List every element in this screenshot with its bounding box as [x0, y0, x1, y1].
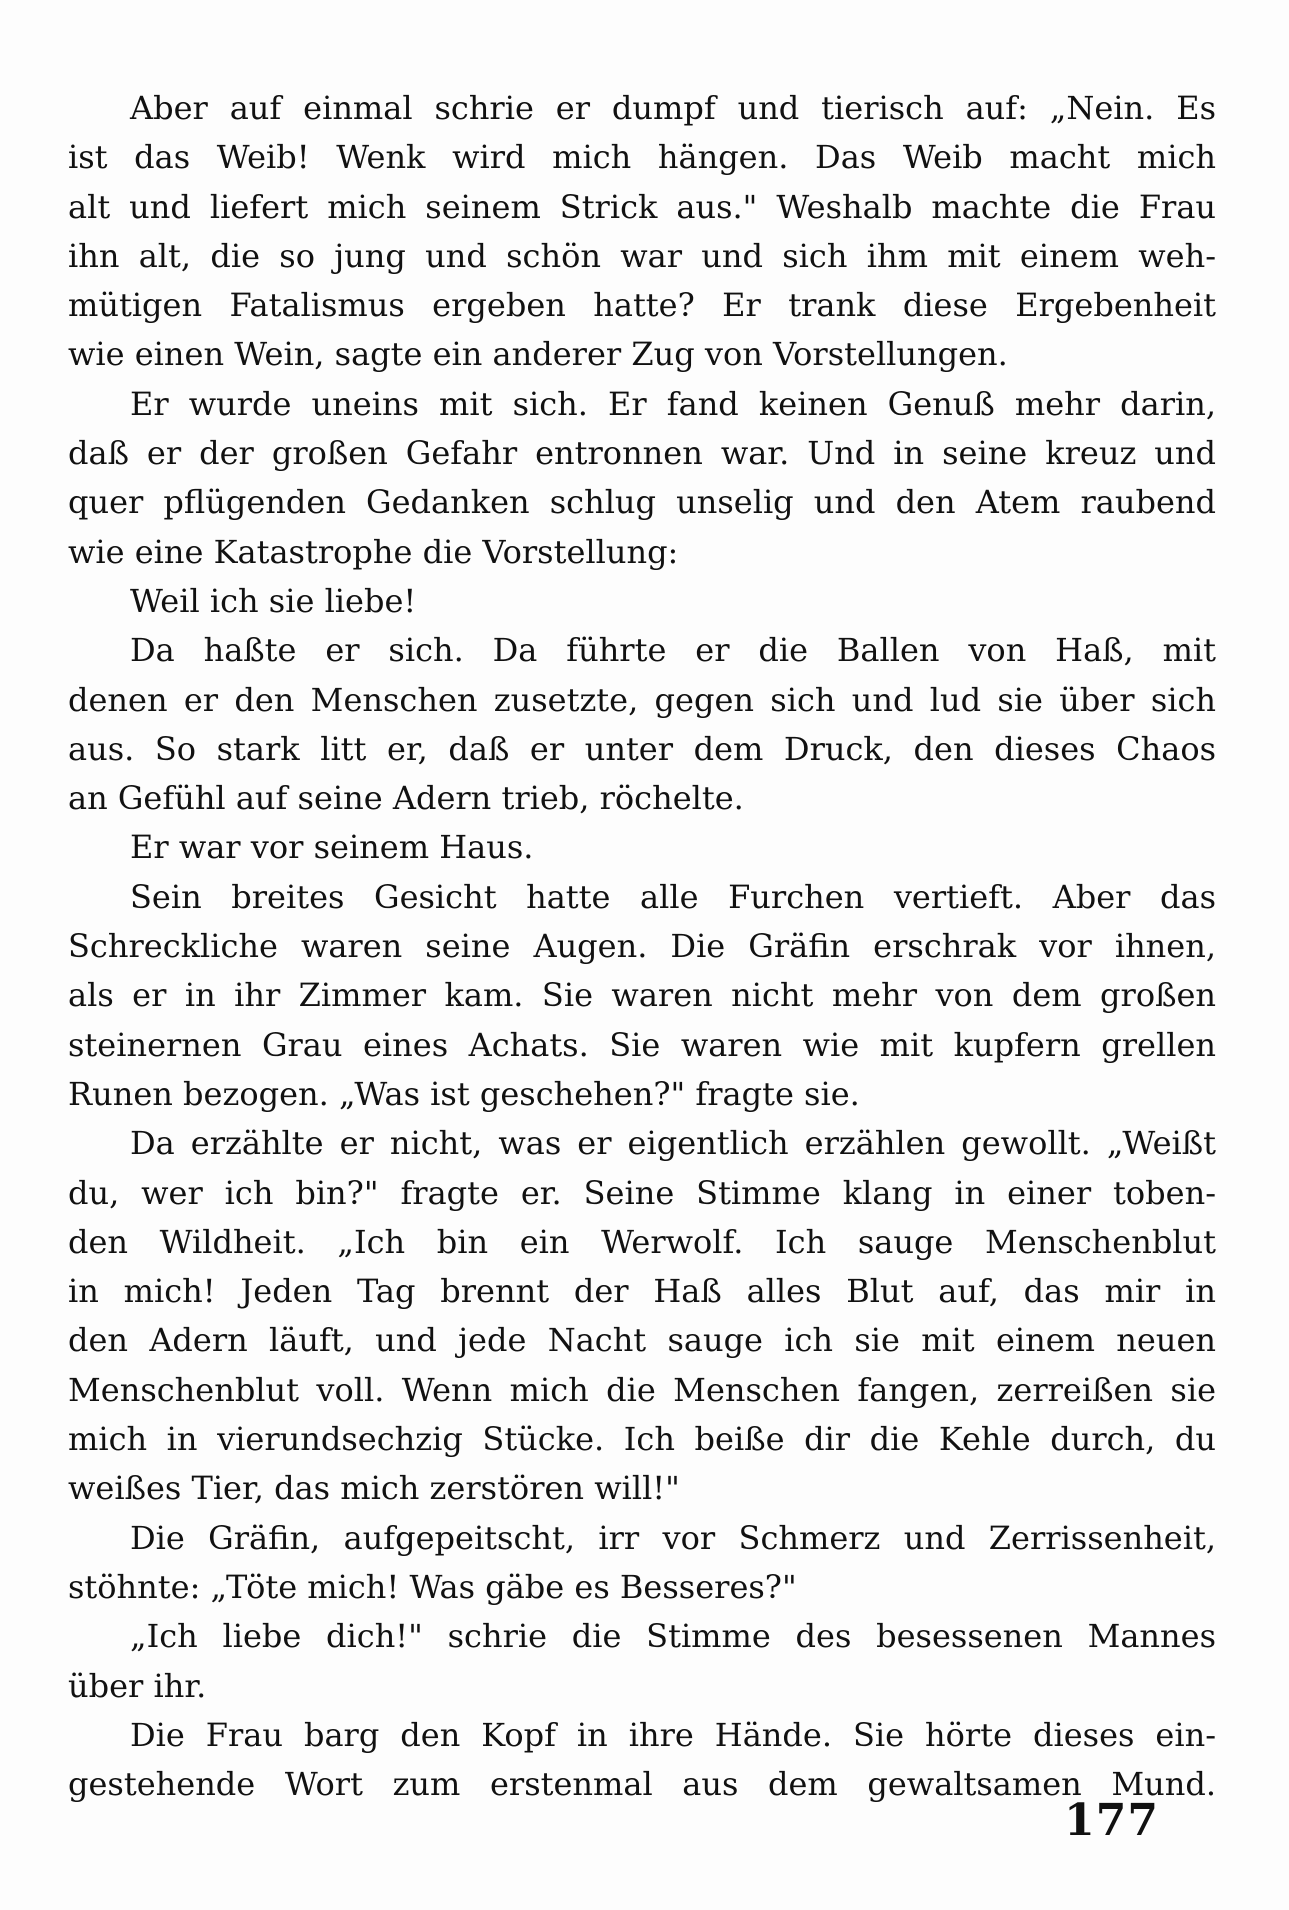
- text-line: in mich! Jeden Tag brennt der Haß alles Blut auf, das mir in: [68, 1272, 1216, 1311]
- text-line: Da erzählte er nicht, was er eigentlich erzählen gewollt. „Weißt: [130, 1124, 1216, 1163]
- text-line: Er wurde uneins mit sich. Er fand keinen Genuß mehr darin,: [130, 384, 1216, 423]
- text-line: Sein breites Gesicht hatte alle Furchen vertieft. Aber das: [130, 877, 1216, 916]
- text-line: den Adern läuft, und jede Nacht sauge ich sie mit einem neuen: [68, 1321, 1216, 1360]
- text-line: Weil ich sie liebe!: [130, 581, 417, 620]
- text-line: an Gefühl auf seine Adern trieb, röchelte.: [68, 779, 744, 818]
- text-line: steinernen Grau eines Achats. Sie waren wie mit kupfern grellen: [68, 1025, 1216, 1064]
- text-line: wie eine Katastrophe die Vorstellung:: [68, 532, 679, 571]
- text-line: denen er den Menschen zusetzte, gegen sich und lud sie über sich: [68, 680, 1216, 719]
- text-line: ihn alt, die so jung und schön war und sich ihm mit einem weh-: [68, 236, 1216, 275]
- text-line: wie einen Wein, sagte ein anderer Zug von Vorstellungen.: [68, 335, 1008, 374]
- text-line: Schreckliche waren seine Augen. Die Gräfin erschrak vor ihnen,: [68, 927, 1216, 966]
- text-line: stöhnte: „Töte mich! Was gäbe es Besseres?": [68, 1567, 797, 1606]
- text-line: den Wildheit. „Ich bin ein Werwolf. Ich sauge Menschenblut: [68, 1222, 1216, 1261]
- text-line: Die Gräfin, aufgepeitscht, irr vor Schmerz und Zerrissenheit,: [130, 1518, 1216, 1557]
- page-body-text: [68, 84, 1216, 1809]
- text-line: „Ich liebe dich!" schrie die Stimme des besessenen Mannes: [130, 1617, 1216, 1656]
- text-line: weißes Tier, das mich zerstören will!": [68, 1469, 680, 1508]
- text-line: du, wer ich bin?" fragte er. Seine Stimme klang in einer toben-: [68, 1173, 1216, 1212]
- text-line: Die Frau barg den Kopf in ihre Hände. Sie hörte dieses ein-: [130, 1715, 1216, 1754]
- text-line: Da haßte er sich. Da führte er die Ballen von Haß, mit: [130, 631, 1216, 670]
- text-line: ist das Weib! Wenk wird mich hängen. Das Weib macht mich: [68, 138, 1216, 177]
- text-line: gestehende Wort zum erstenmal aus dem gewaltsamen Mund.: [68, 1765, 1216, 1804]
- text-line: über ihr.: [68, 1666, 207, 1705]
- text-line: Er war vor seinem Haus.: [130, 828, 534, 867]
- text-line: mich in vierundsechzig Stücke. Ich beiße dir die Kehle durch, du: [68, 1420, 1216, 1459]
- text-line: Aber auf einmal schrie er dumpf und tierisch auf: „Nein. Es: [130, 89, 1216, 127]
- text-line: quer pflügenden Gedanken schlug unselig und den Atem raubend: [68, 483, 1216, 522]
- text-line: alt und liefert mich seinem Strick aus." Weshalb machte die Frau: [68, 187, 1216, 226]
- text-line: als er in ihr Zimmer kam. Sie waren nicht mehr von dem großen: [68, 976, 1216, 1015]
- text-line: Menschenblut voll. Wenn mich die Menschen fangen, zerreißen sie: [68, 1370, 1216, 1409]
- text-line: Runen bezogen. „Was ist geschehen?" fragte sie.: [68, 1074, 860, 1113]
- text-line: mütigen Fatalismus ergeben hatte? Er trank diese Ergebenheit: [68, 286, 1216, 325]
- text-line: daß er der großen Gefahr entronnen war. Und in seine kreuz und: [68, 434, 1216, 473]
- page-number: 177: [1064, 1795, 1159, 1846]
- text-line: aus. So stark litt er, daß er unter dem Druck, den dieses Chaos: [68, 729, 1216, 768]
